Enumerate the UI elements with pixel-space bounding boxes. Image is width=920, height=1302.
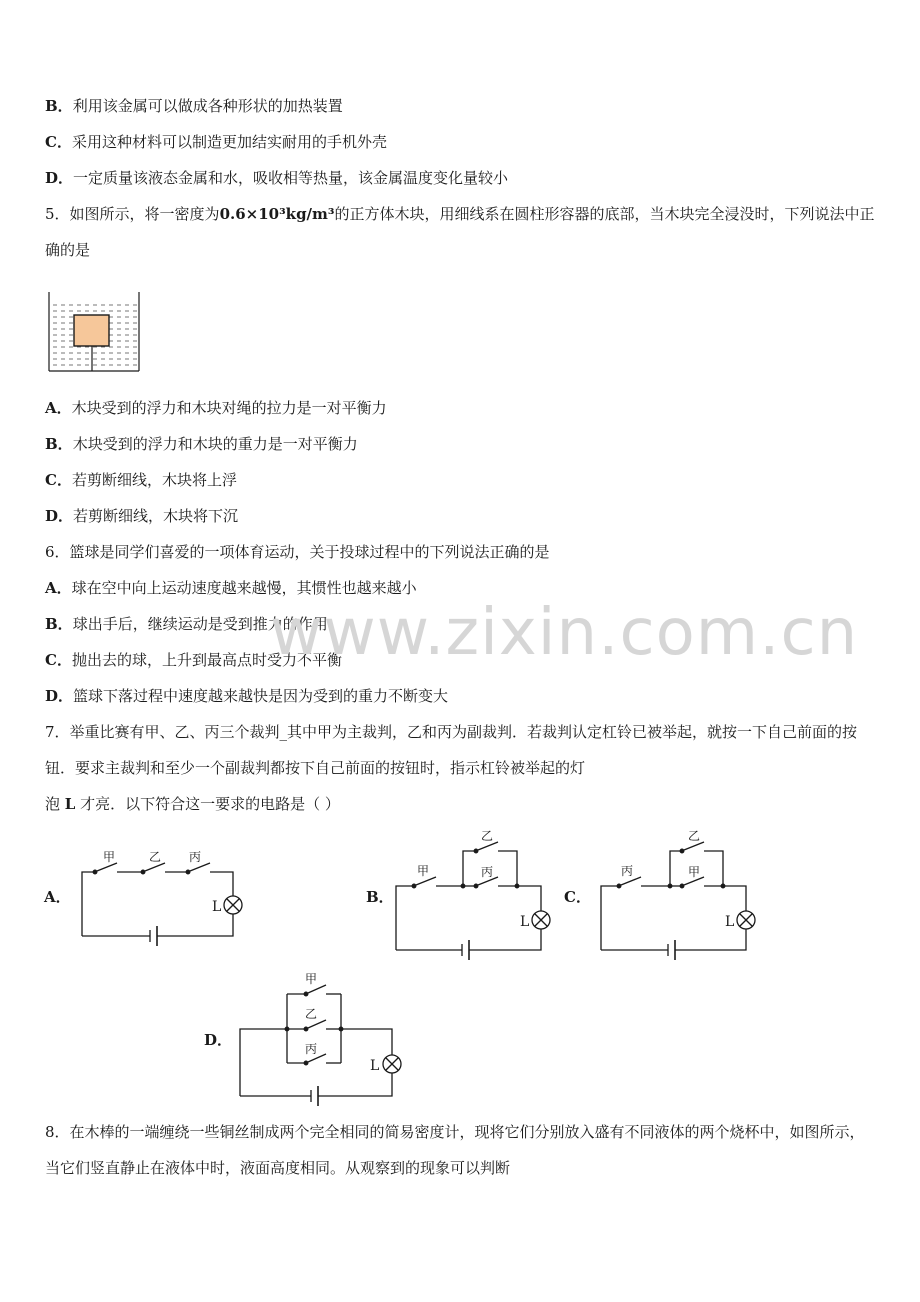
q6-option-b: B．球出手后，继续运动是受到推力的作用 bbox=[45, 615, 328, 633]
circuit-b-lamp: L bbox=[520, 914, 530, 930]
circuit-b-switch-yi: 乙 bbox=[481, 829, 494, 843]
circuit-d-switch-yi: 乙 bbox=[305, 1007, 318, 1021]
q4-option-c: C．采用这种材料可以制造更加结实耐用的手机外壳 bbox=[45, 133, 387, 151]
circuit-d-lamp: L bbox=[370, 1058, 380, 1074]
q6-stem: 6．篮球是同学们喜爱的一项体育运动，关于投球过程中的下列说法正确的是 bbox=[45, 543, 550, 561]
circuit-a-switch-yi: 乙 bbox=[149, 850, 162, 864]
q8-stem: 8．在木棒的一端缠绕一些铜丝制成两个完全相同的简易密度计，现将它们分别放入盛有不同液体的两个烧杯中，如图所示，当它们竖直静止在液体中时，液面高度相同。从观察到的现象可以判断 bbox=[45, 1123, 865, 1177]
circuit-d bbox=[204, 972, 401, 1106]
circuit-a-switch-bing: 丙 bbox=[189, 850, 202, 864]
wood-block bbox=[74, 315, 109, 346]
q6-option-a: A．球在空中向上运动速度越来越慢，其惯性也越来越小 bbox=[45, 579, 417, 597]
circuit-d-label: D． bbox=[204, 1031, 233, 1049]
q5-container-figure bbox=[44, 290, 144, 374]
q6-option-d: D．篮球下落过程中速度越来越快是因为受到的重力不断变大 bbox=[45, 687, 449, 705]
circuit-b-switch-bing: 丙 bbox=[481, 865, 494, 879]
circuit-a bbox=[43, 850, 242, 946]
circuit-c-switch-jia: 甲 bbox=[688, 865, 701, 879]
circuit-b-switch-jia: 甲 bbox=[417, 864, 430, 878]
q5-option-a: A．木块受到的浮力和木块对绳的拉力是一对平衡力 bbox=[45, 399, 387, 417]
circuit-a-lamp: L bbox=[212, 899, 222, 915]
q7-stem: 7．举重比赛有甲、乙、丙三个裁判_其中甲为主裁判，乙和丙为副裁判．若裁判认定杠铃已被举起，就按一下自己前面的按钮．要求主裁判和至少一个副裁判都按下自己前面的按钮时，指示杠铃被举起的灯泡 L 才亮．以下符合这一要求的电路是（ ） bbox=[45, 723, 858, 813]
circuit-b-label: B． bbox=[366, 888, 394, 906]
circuit-a-switch-jia: 甲 bbox=[103, 850, 116, 864]
q5-option-d: D．若剪断细线，木块将下沉 bbox=[45, 507, 239, 525]
circuit-c-switch-bing: 丙 bbox=[621, 864, 634, 878]
q5-option-c: C．若剪断细线，木块将上浮 bbox=[45, 471, 237, 489]
circuit-d-switch-bing: 丙 bbox=[305, 1042, 318, 1056]
watermark: www.zixin.com.cn bbox=[270, 596, 859, 670]
circuit-c-label: C． bbox=[564, 888, 591, 906]
circuit-a-label: A． bbox=[44, 888, 71, 906]
circuit-c-lamp: L bbox=[725, 914, 735, 930]
circuit-d-switch-jia: 甲 bbox=[305, 972, 318, 986]
circuit-b bbox=[366, 829, 550, 960]
q4-option-d: D．一定质量该液态金属和水，吸收相等热量，该金属温度变化量较小 bbox=[45, 169, 509, 187]
q7-circuit-diagrams bbox=[0, 820, 920, 1110]
q5-option-b: B．木块受到的浮力和木块的重力是一对平衡力 bbox=[45, 435, 358, 453]
q6-option-c: C．抛出去的球，上升到最高点时受力不平衡 bbox=[45, 651, 342, 669]
circuit-c-switch-yi: 乙 bbox=[688, 829, 701, 843]
q5-stem: 5．如图所示，将一密度为0.6×10³kg/m³的正方体木块，用细线系在圆柱形容器的底部，当木块完全浸没时，下列说法中正确的是 bbox=[45, 205, 875, 259]
circuit-c bbox=[564, 829, 755, 960]
q4-option-b: B．利用该金属可以做成各种形状的加热装置 bbox=[45, 97, 343, 115]
